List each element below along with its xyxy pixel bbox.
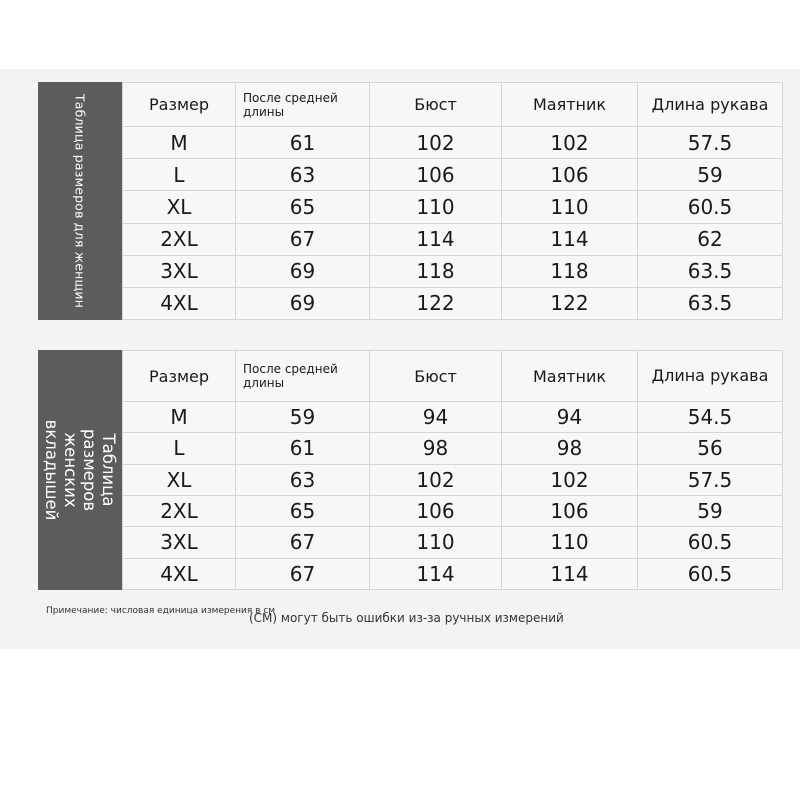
cell-size: 4XL bbox=[123, 559, 236, 590]
footnote-measurement-error: (CM) могут быть ошибки из-за ручных измерений bbox=[249, 611, 564, 625]
cell-length: 61 bbox=[236, 433, 370, 464]
cell-sleeve: 54.5 bbox=[638, 402, 783, 433]
table-side-panel bbox=[38, 350, 122, 590]
table-side-title: Таблица размеров женских вкладышей bbox=[42, 419, 118, 521]
cell-hem: 122 bbox=[502, 288, 638, 320]
cell-length: 67 bbox=[236, 224, 370, 256]
cell-length: 67 bbox=[236, 559, 370, 590]
cell-size: M bbox=[123, 402, 236, 433]
cell-hem: 102 bbox=[502, 127, 638, 159]
cell-sleeve: 60.5 bbox=[638, 559, 783, 590]
header-length: После средней длины bbox=[236, 350, 370, 402]
cell-sleeve: 63.5 bbox=[638, 256, 783, 288]
cell-size: 3XL bbox=[123, 256, 236, 288]
cell-hem: 110 bbox=[502, 191, 638, 223]
cell-hem: 94 bbox=[502, 402, 638, 433]
cell-hem: 106 bbox=[502, 496, 638, 527]
cell-length: 67 bbox=[236, 527, 370, 558]
cell-length: 69 bbox=[236, 256, 370, 288]
header-bust: Бюст bbox=[370, 82, 502, 127]
cell-sleeve: 57.5 bbox=[638, 127, 783, 159]
cell-size: M bbox=[123, 127, 236, 159]
footnote-units: Примечание: числовая единица измерения в см bbox=[46, 606, 276, 616]
header-size: Размер bbox=[123, 82, 236, 127]
cell-hem: 98 bbox=[502, 433, 638, 464]
cell-length: 63 bbox=[236, 465, 370, 496]
cell-hem: 106 bbox=[502, 159, 638, 191]
cell-size: 4XL bbox=[123, 288, 236, 320]
cell-bust: 102 bbox=[370, 465, 502, 496]
cell-size: L bbox=[123, 433, 236, 464]
cell-bust: 106 bbox=[370, 159, 502, 191]
cell-hem: 118 bbox=[502, 256, 638, 288]
cell-size: 3XL bbox=[123, 527, 236, 558]
cell-sleeve: 62 bbox=[638, 224, 783, 256]
cell-length: 59 bbox=[236, 402, 370, 433]
cell-sleeve: 59 bbox=[638, 159, 783, 191]
header-size: Размер bbox=[123, 350, 236, 402]
cell-hem: 110 bbox=[502, 527, 638, 558]
cell-length: 65 bbox=[236, 191, 370, 223]
cell-bust: 106 bbox=[370, 496, 502, 527]
cell-size: XL bbox=[123, 465, 236, 496]
cell-bust: 118 bbox=[370, 256, 502, 288]
header-length: После средней длины bbox=[236, 82, 370, 127]
cell-size: 2XL bbox=[123, 224, 236, 256]
header-sleeve: Длина рукава bbox=[638, 350, 783, 402]
cell-sleeve: 63.5 bbox=[638, 288, 783, 320]
table-side-panel bbox=[38, 82, 122, 320]
cell-sleeve: 56 bbox=[638, 433, 783, 464]
table-side-title: Таблица размеров для женщин bbox=[72, 93, 88, 309]
cell-sleeve: 60.5 bbox=[638, 191, 783, 223]
header-hem: Маятник bbox=[502, 350, 638, 402]
cell-bust: 110 bbox=[370, 191, 502, 223]
header-sleeve: Длина рукава bbox=[638, 82, 783, 127]
cell-sleeve: 57.5 bbox=[638, 465, 783, 496]
cell-bust: 98 bbox=[370, 433, 502, 464]
cell-size: XL bbox=[123, 191, 236, 223]
size-grid bbox=[122, 350, 783, 590]
cell-length: 61 bbox=[236, 127, 370, 159]
cell-bust: 114 bbox=[370, 559, 502, 590]
cell-hem: 114 bbox=[502, 559, 638, 590]
cell-bust: 114 bbox=[370, 224, 502, 256]
cell-sleeve: 59 bbox=[638, 496, 783, 527]
cell-length: 65 bbox=[236, 496, 370, 527]
header-bust: Бюст bbox=[370, 350, 502, 402]
cell-hem: 114 bbox=[502, 224, 638, 256]
cell-size: L bbox=[123, 159, 236, 191]
cell-hem: 102 bbox=[502, 465, 638, 496]
cell-bust: 94 bbox=[370, 402, 502, 433]
cell-length: 63 bbox=[236, 159, 370, 191]
cell-length: 69 bbox=[236, 288, 370, 320]
cell-sleeve: 60.5 bbox=[638, 527, 783, 558]
size-table-inserts bbox=[38, 350, 782, 590]
cell-size: 2XL bbox=[123, 496, 236, 527]
cell-bust: 102 bbox=[370, 127, 502, 159]
cell-bust: 110 bbox=[370, 527, 502, 558]
header-hem: Маятник bbox=[502, 82, 638, 127]
cell-bust: 122 bbox=[370, 288, 502, 320]
size-grid bbox=[122, 82, 783, 320]
size-table-women bbox=[38, 82, 782, 320]
